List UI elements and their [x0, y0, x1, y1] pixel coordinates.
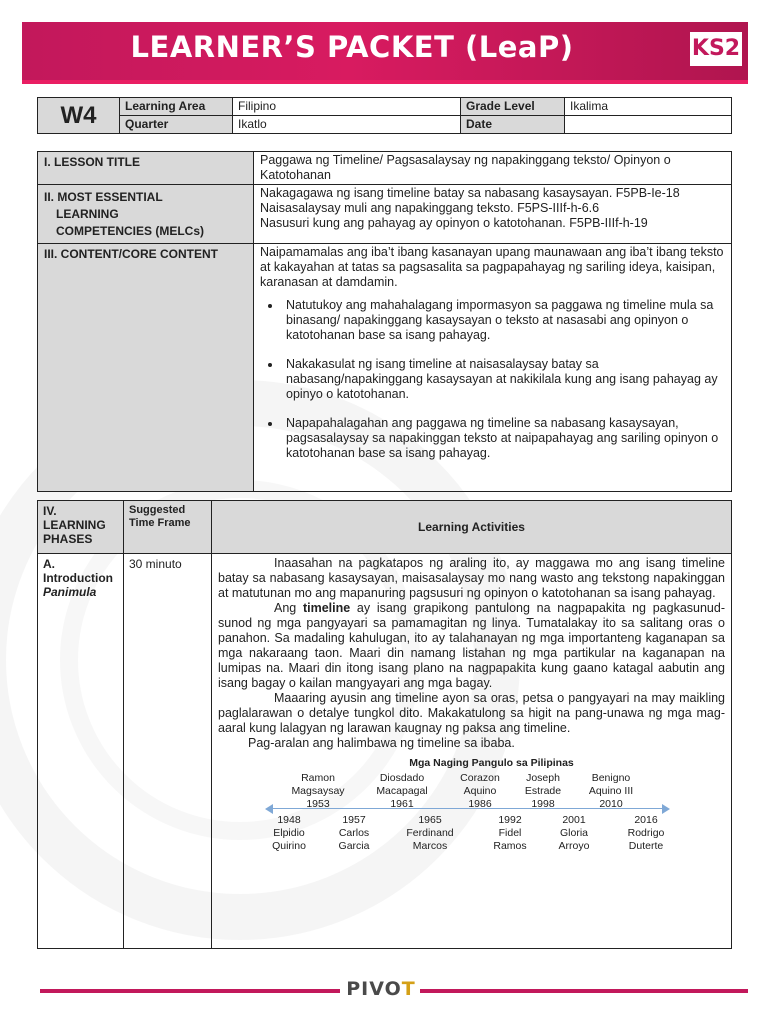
timeline-bottom-entry [534, 814, 614, 853]
objective-item: • Napapahalagahan ang paggawa ng timeline sa nabasang kasaysayan, pagsasalaysay sa napakinggan teksto at naipapahayag ang sariling opinyon o katotohanan base sa isang pahayag. [282, 416, 725, 461]
para-text: ay isang grapikong pantulong na nagpapakita ng pagkasunud-sunod ng mga pangyayari sa pamamagitan ng linya. Tumatalakay ito sa salitang oras o panahon. Sa madaling kahulugan, ito ay talahanayan ng mga importanteng kaganapan sa mga nakaraang taon. Maari din namang listahan ng mga partikular na kaganapan na lumipas na. Maari din itong isang plano na nagpapakita kung gaano katagal aabutin ang isang bagay o kailan mangyayari ang mga bagay. [218, 601, 725, 690]
logo-text: PIVO [346, 978, 402, 1000]
page-title: LEARNER’S PACKET (LeaP) [130, 30, 574, 64]
president-year: 1953 [306, 798, 330, 810]
president-year: 1965 [418, 814, 442, 826]
timeline-top-entry [362, 772, 442, 811]
president-year: 1992 [498, 814, 522, 826]
logo-accent: T [401, 978, 416, 1000]
melc-item: Naisasalaysay muli ang napakinggang teksto. F5PS-IIIf-h-6.6 [260, 201, 600, 215]
president-last-name: Arroyo [558, 840, 590, 852]
president-first-name: Gloria [559, 827, 588, 839]
lesson-title-value: Paggawa ng Timeline/ Pagsasalaysay ng napakinggang teksto/ Opinyon o Katotohanan [254, 152, 732, 185]
president-last-name: Estrade [524, 785, 562, 797]
activities-header: Learning Activities [212, 501, 732, 554]
timeline-top-entry [571, 772, 651, 811]
pivot-logo [345, 978, 417, 1000]
melc-list [254, 185, 732, 244]
quarter-value: Ikatlo [233, 116, 461, 134]
president-first-name: Ramon [301, 772, 335, 784]
timeline-bottom-entry [390, 814, 470, 853]
para-text: Ang [274, 601, 303, 615]
paragraph [218, 601, 725, 691]
banner-accent-line [22, 80, 748, 84]
phase-header-line: LEARNING [43, 518, 106, 532]
president-last-name: Marcos [412, 840, 448, 852]
president-first-name: Diosdado [379, 772, 425, 784]
timeline-arrow-left [265, 804, 273, 814]
president-year: 1998 [531, 798, 555, 810]
timeline-arrow-right [662, 804, 670, 814]
president-year: 1957 [342, 814, 366, 826]
quarter-label: Quarter [120, 116, 233, 134]
timeline-title: Mga Naging Pangulo sa Pilipinas [409, 757, 574, 769]
melc-item: Nakagagawa ng isang timeline batay sa nabasang kasaysayan. F5PB-Ie-18 [260, 186, 680, 200]
paragraph: Maaaring ayusin ang timeline ayon sa oras, petsa o pangyayari na may maikling paglalarawan o detalye tungkol dito. Makakatulong sa higit na pang-unawa ng mga mag-aaral kung lalagyan ng larawan kaugnay ng paksa ang timeline. [218, 691, 725, 735]
footer-line-right [420, 989, 748, 993]
date-label: Date [461, 116, 565, 134]
time-header-line: Time Frame [129, 517, 191, 529]
president-first-name: Fidel [498, 827, 522, 839]
paragraph: Pag-aralan ang halimbawa ng timeline sa ibaba. [248, 736, 515, 750]
president-year: 1961 [390, 798, 414, 810]
phase-header [38, 501, 124, 554]
melc-label-line: COMPETENCIES (MELCs) [56, 224, 205, 238]
melc-label [38, 185, 254, 244]
week-label: W4 [38, 98, 120, 134]
learning-area-value: Filipino [233, 98, 461, 116]
objectives-list [282, 298, 725, 461]
president-first-name: Benigno [591, 772, 631, 784]
president-first-name: Joseph [526, 772, 560, 784]
melc-label-line: LEARNING [56, 207, 119, 221]
president-first-name: Carlos [338, 827, 370, 839]
grade-level-label: Grade Level [461, 98, 565, 116]
president-year: 1986 [468, 798, 492, 810]
timeline-top-entry [278, 772, 358, 811]
objective-item: • Nakakasulat ng isang timeline at naisasalaysay batay sa nabasang/napakinggang kasaysayan at nakikilala kung ang isang pahayag ay opinyo o katotohanan. [282, 357, 725, 402]
time-header-line: Suggested [129, 504, 186, 516]
date-value[interactable] [565, 116, 732, 134]
grade-level-value: Ikalima [565, 98, 732, 116]
info-table [37, 97, 732, 134]
phase-introduction [38, 554, 124, 949]
president-last-name: Quirino [272, 840, 306, 852]
content-label: III. CONTENT/CORE CONTENT [38, 244, 254, 492]
president-last-name: Ramos [493, 840, 527, 852]
phase-line: A. [43, 557, 55, 571]
content-body [254, 244, 732, 492]
phase-header-line: PHASES [43, 532, 93, 546]
president-last-name: Aquino III [588, 785, 634, 797]
phase-subtitle: Panimula [43, 585, 97, 599]
president-last-name: Garcia [338, 840, 370, 852]
president-year: 2016 [634, 814, 658, 826]
time-header [124, 501, 212, 554]
phase-line: Introduction [43, 571, 113, 585]
president-year: 2010 [599, 798, 623, 810]
activities-table [37, 500, 732, 949]
time-frame: 30 minuto [124, 554, 212, 949]
header-banner [22, 22, 748, 80]
timeline-term: timeline [302, 601, 351, 615]
timeline-figure [218, 757, 725, 867]
ks2-badge: KS2 [690, 32, 742, 66]
objective-item: • Natutukoy ang mahahalagang impormasyon sa paggawa ng timeline mula sa binasang/ napakinggang kasaysayan o teksto at nasasabi ang opinyon o katotohanan base sa isang pahayag. [282, 298, 725, 343]
melc-label-line: II. MOST ESSENTIAL [44, 190, 163, 204]
president-last-name: Macapagal [376, 785, 428, 797]
footer-line-left [40, 989, 340, 993]
president-first-name: Rodrigo [627, 827, 665, 839]
paragraph: Inaasahan na pagkatapos ng araling ito, ay maggawa mo ang isang timeline batay sa nabasang kasaysayan, maisasalaysay mo nang wasto ang tekstong napakinggan at matutunan mo ang mapanuring pagsusuri ng opinyon o katotohanan sa isang pahayag. [218, 556, 725, 600]
activity-content [212, 554, 732, 949]
president-year: 2001 [562, 814, 586, 826]
president-year: 1948 [277, 814, 301, 826]
president-last-name: Aquino [463, 785, 497, 797]
timeline-bottom-entry [606, 814, 686, 853]
president-last-name: Duterte [628, 840, 664, 852]
content-intro: Naipamamalas ang iba’t ibang kasanayan upang maunawaan ang iba’t ibang teksto at kakayahan at tatas sa pagsasalita sa pagpapahayag ng sariling ideya, kaisipan, karanasan at damdamin. [260, 245, 724, 289]
learning-area-label: Learning Area [120, 98, 233, 116]
lesson-table [37, 151, 732, 492]
phase-header-line: IV. [43, 504, 57, 518]
timeline-bottom-entry [314, 814, 394, 853]
president-last-name: Magsaysay [291, 785, 345, 797]
president-first-name: Elpidio [273, 827, 305, 839]
melc-item: Nasusuri kung ang pahayag ay opinyon o katotohanan. F5PB-IIIf-h-19 [260, 216, 648, 230]
lesson-title-label: I. LESSON TITLE [38, 152, 254, 185]
president-first-name: Corazon [460, 772, 500, 784]
president-first-name: Ferdinand [406, 827, 454, 839]
